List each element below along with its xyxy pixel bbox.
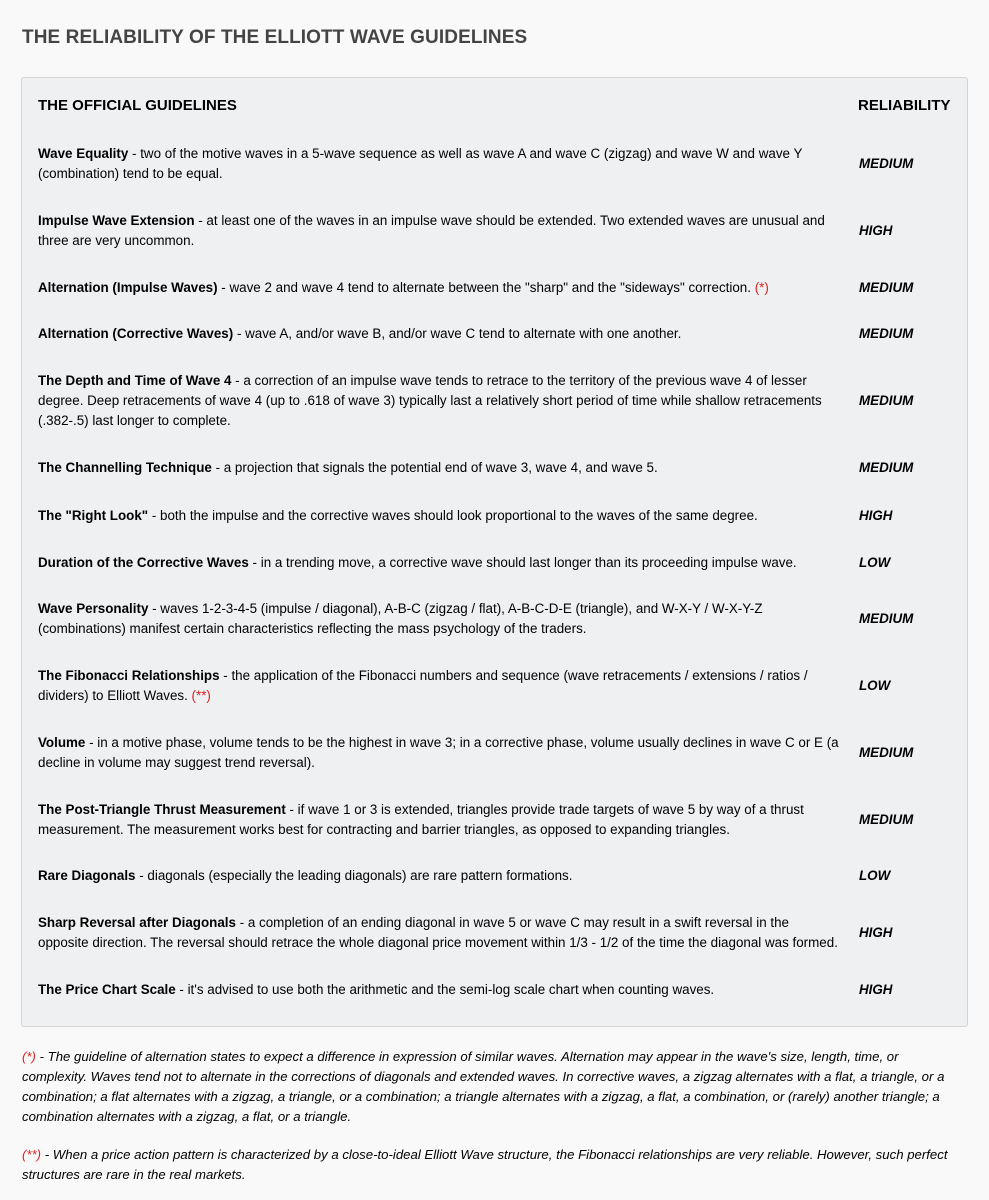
footnote-marker: (**)	[22, 1147, 42, 1162]
guideline-name: The Fibonacci Relationships	[38, 668, 220, 683]
guideline-text: - the application of the Fibonacci numbers and sequence (wave retracements / extensions / ratios / dividers) to Elliott Waves.	[38, 668, 808, 703]
reliability-rating: LOW	[859, 555, 891, 570]
guideline-text: - wave 2 and wave 4 tend to alternate between the "sharp" and the "sideways" correction.	[217, 280, 755, 295]
guideline-description	[38, 458, 843, 478]
reliability-rating: MEDIUM	[859, 156, 914, 171]
footnote-reference: (**)	[191, 688, 211, 703]
guideline-text: - two of the motive waves in a 5-wave sequence as well as wave A and wave C (zigzag) and wave W and wave Y (combination) tend to be equal.	[38, 146, 803, 181]
reliability-rating: MEDIUM	[859, 745, 914, 760]
guideline-name: The Depth and Time of Wave 4	[38, 373, 232, 388]
guideline-description	[38, 278, 843, 298]
reliability-rating: MEDIUM	[859, 812, 914, 827]
guideline-name: The Channelling Technique	[38, 460, 212, 475]
reliability-rating: LOW	[859, 678, 891, 693]
guideline-text: - in a motive phase, volume tends to be the highest in wave 3; in a corrective phase, volume usually declines in wave C or E (a decline in volume may suggest trend reversal).	[38, 735, 839, 770]
guideline-description	[38, 866, 843, 886]
guideline-text: - both the impulse and the corrective waves should look proportional to the waves of the same degree.	[148, 508, 758, 523]
guideline-text: - a projection that signals the potential end of wave 3, wave 4, and wave 5.	[211, 460, 658, 475]
guideline-name: Wave Personality	[38, 601, 149, 616]
guideline-description	[38, 144, 843, 184]
guideline-description	[38, 666, 843, 706]
guideline-name: Volume	[38, 735, 86, 750]
footnote	[22, 1145, 967, 1185]
reliability-rating: MEDIUM	[859, 280, 914, 295]
guideline-name: Alternation (Corrective Waves)	[38, 326, 234, 341]
guideline-description	[38, 506, 843, 526]
footnote-text: - The guideline of alternation states to expect a difference in expression of similar waves. Alternation may appear in the wave's size, length, time, or complexity. Waves tend not to alternate in the corrections of diagonals and extended waves. In corrective waves, a zigzag alternates with a flat, a triangle, or a combination; a flat alternates with a zigzag, a triangle, or a combination; a triangle alternates with a zigzag, a flat, a combination, or (rarely) another triangle; a combination alternates with a zigzag, a flat, or a triangle.	[22, 1049, 945, 1124]
guideline-text: - if wave 1 or 3 is extended, triangles provide trade targets of wave 5 by way of a thrust measurement. The measurement works best for contracting and barrier triangles, as opposed to expanding triangles.	[38, 802, 804, 837]
guideline-description	[38, 599, 843, 639]
reliability-rating: LOW	[859, 868, 891, 883]
guideline-name: The "Right Look"	[38, 508, 149, 523]
guideline-text: - diagonals (especially the leading diagonals) are rare pattern formations.	[135, 868, 573, 883]
reliability-rating: MEDIUM	[859, 611, 914, 626]
reliability-rating: MEDIUM	[859, 393, 914, 408]
footnote-reference: (*)	[754, 280, 769, 295]
guideline-text: - wave A, and/or wave B, and/or wave C tend to alternate with one another.	[233, 326, 682, 341]
footnote-text: - When a price action pattern is characterized by a close-to-ideal Elliott Wave structure, the Fibonacci relationships are very reliable. However, such perfect structures are rare in the real markets.	[22, 1147, 948, 1182]
guideline-name: Rare Diagonals	[38, 868, 136, 883]
reliability-rating: HIGH	[859, 223, 893, 238]
guideline-text: - at least one of the waves in an impulse wave should be extended. Two extended waves are unusual and three are very uncommon.	[38, 213, 825, 248]
reliability-rating: MEDIUM	[859, 460, 914, 475]
column-header-guidelines: THE OFFICIAL GUIDELINES	[38, 97, 237, 114]
guideline-name: The Price Chart Scale	[38, 982, 176, 997]
guideline-name: The Post-Triangle Thrust Measurement	[38, 802, 286, 817]
guideline-text: - a correction of an impulse wave tends to retrace to the territory of the previous wave 4 of lesser degree. Deep retracements of wave 4 (up to .618 of wave 3) typically last a relatively short period of time while shallow retracements (.382-.5) last longer to complete.	[38, 373, 822, 428]
table-header	[22, 78, 967, 132]
footnote-marker: (*)	[22, 1049, 36, 1064]
guideline-description	[38, 800, 843, 840]
guideline-description	[38, 211, 843, 251]
guideline-description	[38, 733, 843, 773]
guideline-name: Wave Equality	[38, 146, 129, 161]
guideline-description	[38, 980, 843, 1000]
guideline-description	[38, 913, 843, 953]
guideline-text: - waves 1-2-3-4-5 (impulse / diagonal), A-B-C (zigzag / flat), A-B-C-D-E (triangle), and W-X-Y / W-X-Y-Z (combinations) manifest certain characteristics reflecting the mass psychology of the traders.	[38, 601, 763, 636]
footnote	[22, 1047, 967, 1127]
guideline-name: Alternation (Impulse Waves)	[38, 280, 218, 295]
guideline-description	[38, 553, 843, 573]
guideline-text: - in a trending move, a corrective wave should last longer than its proceeding impulse wave.	[248, 555, 797, 570]
guideline-description	[38, 324, 843, 344]
guideline-description	[38, 371, 843, 431]
guidelines-table	[21, 77, 968, 1027]
reliability-rating: HIGH	[859, 508, 893, 523]
guideline-text: - a completion of an ending diagonal in wave 5 or wave C may result in a swift reversal in the opposite direction. The reversal should retrace the whole diagonal price movement within 1/3 - 1/2 of the time the diagonal was formed.	[38, 915, 838, 950]
reliability-rating: HIGH	[859, 925, 893, 940]
reliability-rating: HIGH	[859, 982, 893, 997]
guideline-name: Duration of the Corrective Waves	[38, 555, 249, 570]
column-header-reliability: RELIABILITY	[858, 97, 951, 114]
guideline-text: - it's advised to use both the arithmetic and the semi-log scale chart when counting waves.	[175, 982, 715, 997]
guideline-name: Sharp Reversal after Diagonals	[38, 915, 236, 930]
guideline-name: Impulse Wave Extension	[38, 213, 195, 228]
page-title: THE RELIABILITY OF THE ELLIOTT WAVE GUIDELINES	[22, 27, 528, 48]
reliability-rating: MEDIUM	[859, 326, 914, 341]
